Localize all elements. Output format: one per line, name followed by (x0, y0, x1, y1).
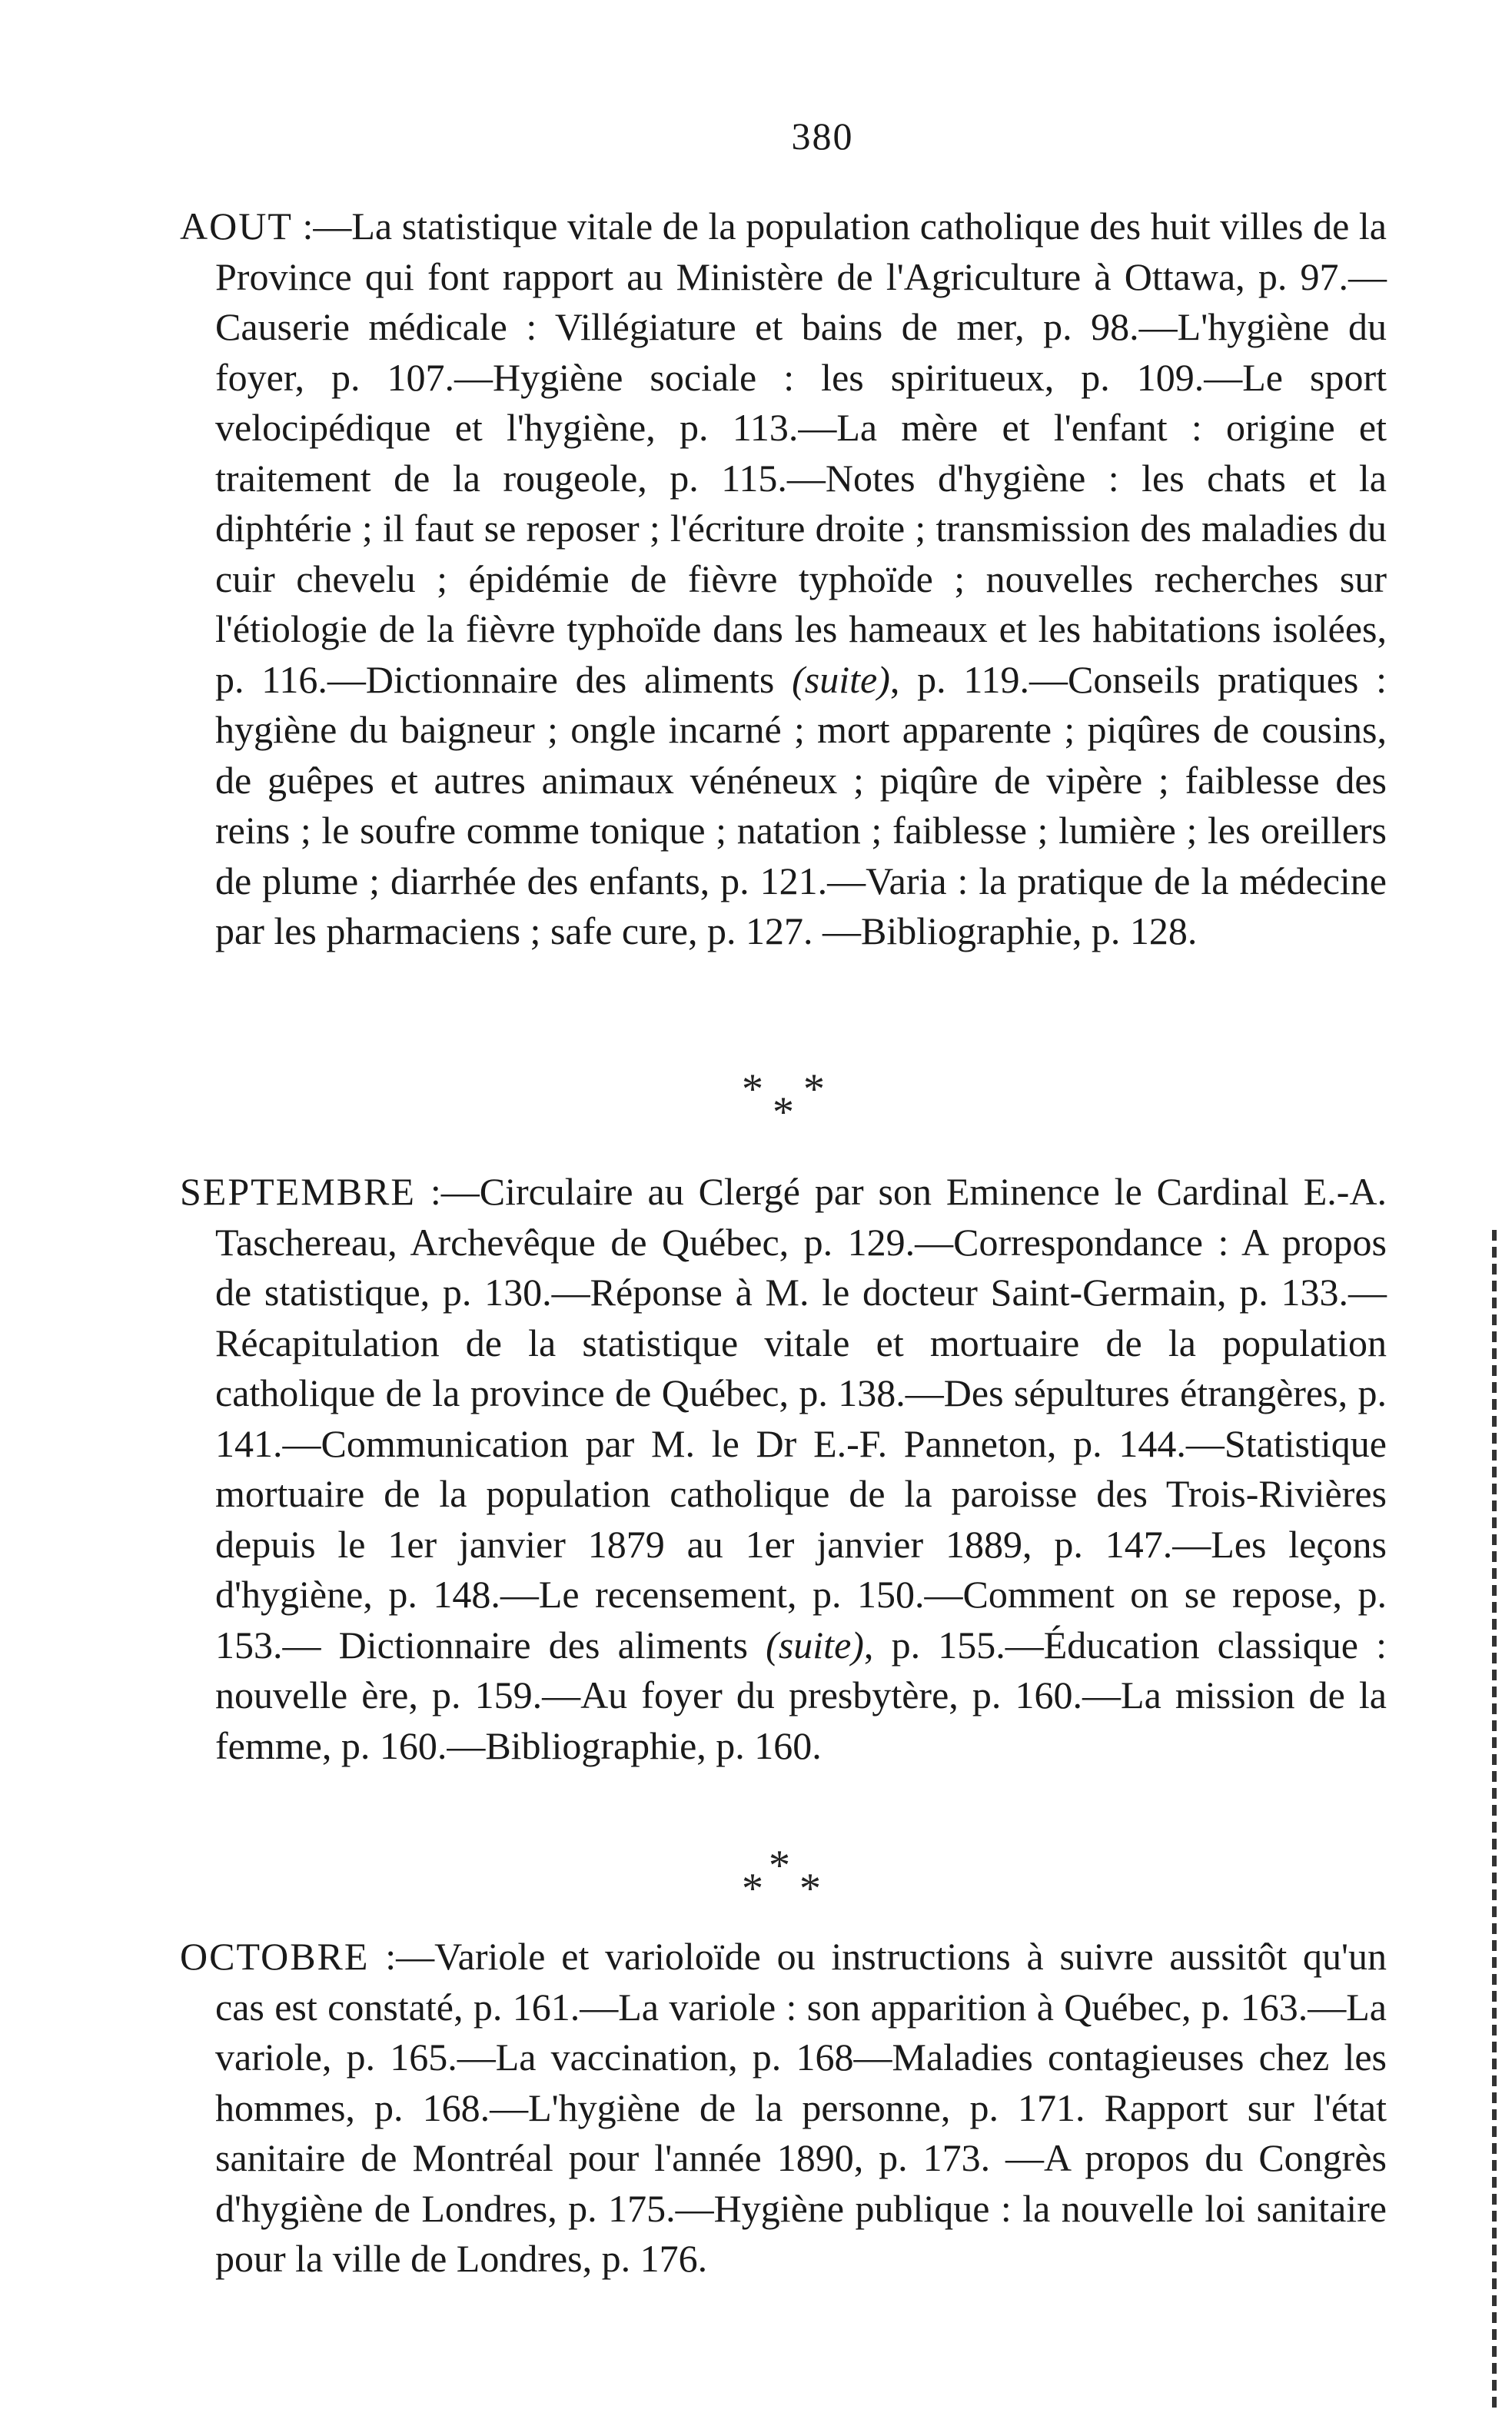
entry-text-tail: , p. 155.—Éducation classique : nouvelle ère, p. 159.—Au foyer du presbytère, p. 160.—La mission de la femme, p. 160.—Bibliographie, p. 160. (215, 1623, 1387, 1767)
text-column (180, 1167, 1387, 1771)
asterism-star: * (742, 1865, 763, 1913)
asterism-star: * (769, 1842, 790, 1889)
entry-month: SEPTEMBRE (180, 1170, 416, 1213)
entry-aout (180, 201, 1387, 957)
entry-text-tail: , p. 119.—Conseils pratiques : hygiène du baigneur ; ongle incarné ; mort apparente ; piqûres de cousins, de guêpes et autres animaux vénéneux ; piqûre de vipère ; faiblesse des reins ; le soufre comme tonique ; natation ; faiblesse ; lumière ; les oreillers de plume ; diarrhée des enfants, p. 121.—Varia : la pratique de la médecine par les pharmaciens ; safe cure, p. 127. —Bibliographie, p. 128. (215, 657, 1387, 952)
entry-italic: (suite) (792, 657, 890, 701)
asterism-star: * (742, 1065, 763, 1113)
asterism-star: * (799, 1865, 821, 1913)
entry-italic: (suite) (766, 1623, 864, 1667)
text-column (180, 1932, 1387, 2285)
asterism-star: * (803, 1065, 825, 1113)
entry-text: :—Circulaire au Clergé par son Eminence le Cardinal E.-A. Taschereau, Archevêque de Québec, p. 129.—Correspondance : A propos de statistique, p. 130.—Réponse à M. le docteur Saint-Germain, p. 133.—Récapitulation de la statistique vitale et mortuaire de la population catholique de la province de Québec, p. 138.—Des sépultures étrangères, p. 141.—Communication par M. le Dr E.-F. Panneton, p. 144.—Statistique mortuaire de la population catholique de la paroisse des Trois-Rivières depuis le 1er janvier 1879 au 1er janvier 1889, p. 147.—Les leçons d'hygiène, p. 148.—Le recensement, p. 150.—Comment on se repose, p. 153.— Dictionnaire des aliments (215, 1170, 1387, 1667)
entry-text: :—La statistique vitale de la population catholique des huit villes de la Province qui font rapport au Ministère de l'Agriculture à Ottawa, p. 97.—Causerie médicale : Villégiature et bains de mer, p. 98.—L'hygiène du foyer, p. 107.—Hygiène sociale : les spiritueux, p. 109.—Le sport velocipédique et l'hygiène, p. 113.—La mère et l'enfant : origine et traitement de la rougeole, p. 115.—Notes d'hygiène : les chats et la diphtérie ; il faut se reposer ; l'écriture droite ; transmission des maladies du cuir chevelu ; épidémie de fièvre typhoïde ; nouvelles recherches sur l'étiologie de la fièvre typhoïde dans les hameaux et les habitations isolées, p. 116.—Dictionnaire des aliments (215, 204, 1387, 701)
margin-scan-mark (1492, 1230, 1497, 2414)
entry-text: :—Variole et varioloïde ou instructions à suivre aussitôt qu'un cas est constaté, p. 161.—La variole : son apparition à Québec, p. 163.—La variole, p. 165.—La vaccination, p. 168—Maladies contagieuses chez les hommes, p. 168.—L'hygiène de la personne, p. 171. Rapport sur l'état sanitaire de Montréal pour l'année 1890, p. 173. —A propos du Congrès d'hygiène de Londres, p. 175.—Hygiène publique : la nouvelle loi sanitaire pour la ville de Londres, p. 176. (215, 1935, 1387, 2280)
entry-octobre (180, 1932, 1387, 2285)
entry-septembre (180, 1167, 1387, 1771)
asterism-separator (0, 1065, 1512, 1165)
asterism-separator (0, 1841, 1512, 1941)
entry-month: AOUT (180, 204, 293, 248)
text-column (180, 201, 1387, 957)
page-number: 380 (791, 115, 854, 158)
entry-month: OCTOBRE (180, 1935, 370, 1978)
asterism-star: * (773, 1088, 794, 1136)
